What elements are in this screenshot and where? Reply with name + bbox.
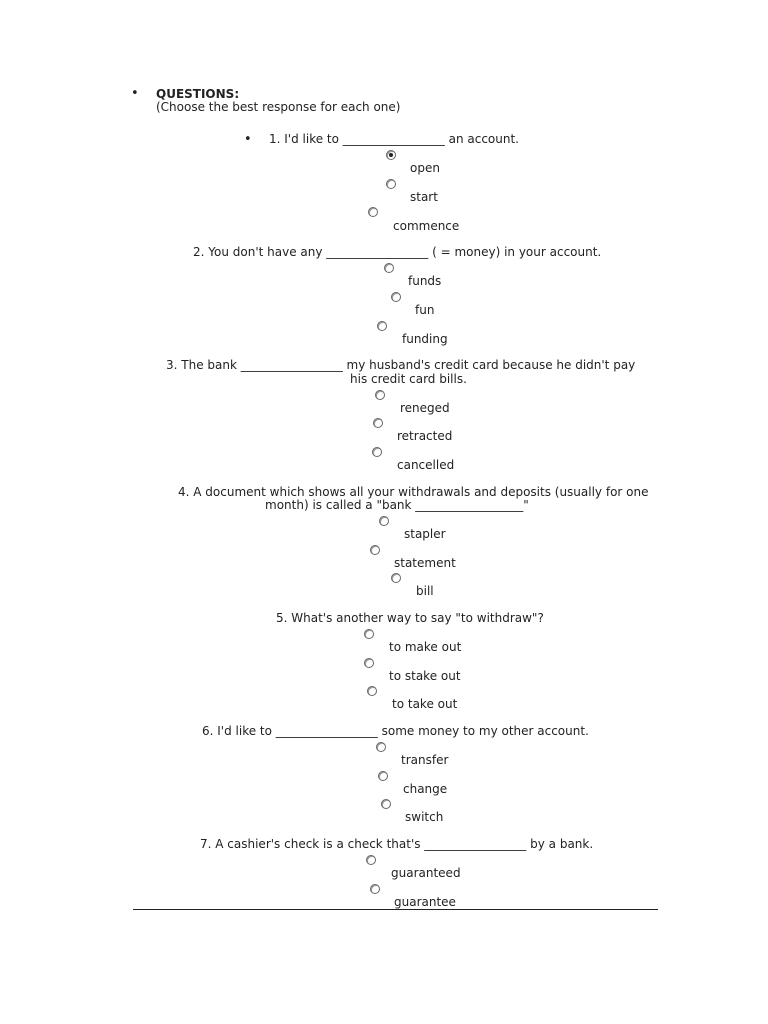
question-3-option-retracted-radio[interactable]	[373, 418, 383, 428]
instructions-text: (Choose the best response for each one)	[156, 100, 401, 114]
question-4-option-statement-radio[interactable]	[370, 545, 380, 555]
questions-heading: QUESTIONS:	[156, 87, 240, 101]
question-7-option-guaranteed-label: guaranteed	[391, 866, 461, 880]
question-6-option-transfer-radio[interactable]	[376, 742, 386, 752]
question-3-text-line2: his credit card bills.	[350, 372, 467, 386]
question-3-option-cancelled-radio[interactable]	[372, 447, 382, 457]
question-3-text-line1: 3. The bank _________________ my husband's credit card because he didn't pay	[166, 358, 636, 372]
question-1-text: 1. I'd like to _________________ an account.	[269, 132, 519, 146]
question-3-option-retracted-label: retracted	[397, 429, 453, 443]
question-3-option-reneged-radio[interactable]	[375, 390, 385, 400]
question-6-text: 6. I'd like to _________________ some money to my other account.	[202, 724, 589, 738]
question-1-option-commence-label: commence	[393, 219, 460, 233]
question-2-option-funds-radio[interactable]	[384, 263, 394, 273]
question-3-option-reneged-label: reneged	[400, 401, 450, 415]
question-4-text-line2: month) is called a "bank __________________"	[265, 498, 529, 512]
question-7-option-guarantee-radio[interactable]	[370, 884, 380, 894]
question-1-bullet: •	[244, 132, 252, 147]
question-5-option-stake-out-label: to stake out	[389, 669, 461, 683]
question-5-option-make-out-label: to make out	[389, 640, 462, 654]
question-6-option-change-label: change	[403, 782, 448, 796]
question-3-option-cancelled-label: cancelled	[397, 458, 455, 472]
question-5-option-make-out-radio[interactable]	[364, 629, 374, 639]
bottom-divider	[133, 909, 658, 910]
question-4-text-line1: 4. A document which shows all your withdrawals and deposits (usually for one	[178, 485, 649, 499]
question-6-option-switch-radio[interactable]	[381, 799, 391, 809]
question-1-option-open-label: open	[410, 161, 440, 175]
question-5-option-take-out-label: to take out	[392, 697, 458, 711]
question-4-option-statement-label: statement	[394, 556, 456, 570]
question-7-text: 7. A cashier's check is a check that's _________________ by a bank.	[200, 837, 594, 851]
question-1-option-start-radio[interactable]	[386, 179, 396, 189]
question-2-option-funds-label: funds	[408, 274, 442, 288]
question-4-option-bill-radio[interactable]	[391, 573, 401, 583]
question-4-option-stapler-radio[interactable]	[379, 516, 389, 526]
question-2-text: 2. You don't have any _________________ ( = money) in your account.	[193, 245, 602, 259]
question-5-text: 5. What's another way to say "to withdraw"?	[276, 611, 544, 625]
question-1-option-open-radio[interactable]	[386, 150, 396, 160]
question-1-option-start-label: start	[410, 190, 438, 204]
question-6-option-switch-label: switch	[405, 810, 444, 824]
question-5-option-stake-out-radio[interactable]	[364, 658, 374, 668]
question-2-option-funding-label: funding	[402, 332, 448, 346]
question-4-option-bill-label: bill	[416, 584, 434, 598]
question-4-option-stapler-label: stapler	[404, 527, 446, 541]
question-7-option-guarantee-label: guarantee	[394, 895, 456, 909]
question-7-option-guaranteed-radio[interactable]	[366, 855, 376, 865]
question-2-option-fun-label: fun	[415, 303, 435, 317]
question-5-option-take-out-radio[interactable]	[367, 686, 377, 696]
question-2-option-funding-radio[interactable]	[377, 321, 387, 331]
question-2-option-fun-radio[interactable]	[391, 292, 401, 302]
question-6-option-transfer-label: transfer	[401, 753, 449, 767]
list-bullet: •	[131, 86, 139, 101]
question-1-option-commence-radio[interactable]	[368, 207, 378, 217]
question-6-option-change-radio[interactable]	[378, 771, 388, 781]
